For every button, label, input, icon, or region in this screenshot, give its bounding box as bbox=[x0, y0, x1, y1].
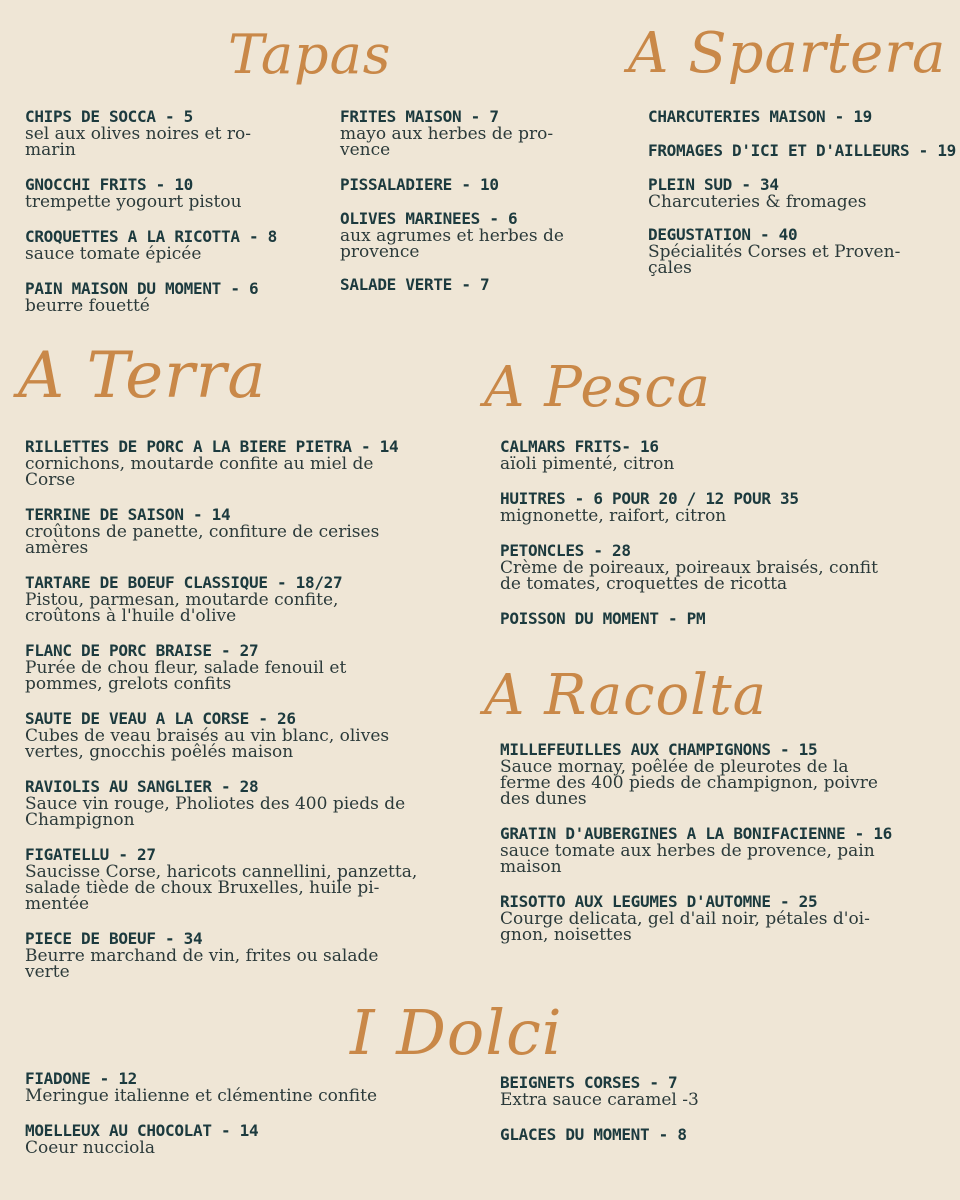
dolci-left-column bbox=[25, 1070, 475, 1156]
item-name: CHIPS DE SOCCA - 5 bbox=[25, 107, 193, 126]
item-description: sauce tomate épicée bbox=[25, 244, 202, 264]
menu-item bbox=[500, 542, 950, 592]
item-description: Coeur nucciola bbox=[25, 1138, 155, 1158]
item-name: SAUTE DE VEAU A LA CORSE - 26 bbox=[25, 709, 296, 728]
item-description: Meringue italienne et clémentine confite bbox=[25, 1086, 378, 1106]
item-description: Sauce vin rouge, Pholiotes des 400 pieds de Champignon bbox=[25, 794, 406, 830]
item-description: Sauce mornay, poêlée de pleurotes de la ferme des 400 pieds de champignon, poivre des dunes bbox=[500, 757, 878, 809]
menu-item bbox=[500, 741, 950, 807]
menu-item bbox=[500, 893, 950, 943]
item-description: Courge delicata, gel d'ail noir, pétales d'oi- gnon, noisettes bbox=[500, 909, 870, 945]
item-name: PETONCLES - 28 bbox=[500, 541, 631, 560]
item-name: FIGATELLU - 27 bbox=[25, 845, 156, 864]
item-description: sel aux olives noires et ro- marin bbox=[25, 124, 251, 160]
pesca-title: A Pesca bbox=[484, 355, 712, 420]
item-name: FROMAGES D'ICI ET D'AILLEURS - 19 bbox=[648, 141, 956, 160]
menu-item bbox=[340, 108, 610, 158]
item-description: Saucisse Corse, haricots cannellini, panzetta, salade tiède de choux Bruxelles, huile pi- mentée bbox=[25, 862, 418, 914]
item-name: PAIN MAISON DU MOMENT - 6 bbox=[25, 279, 259, 298]
item-description: Crème de poireaux, poireaux braisés, confit de tomates, croquettes de ricotta bbox=[500, 558, 878, 594]
menu-item bbox=[25, 228, 325, 262]
item-description: Charcuteries & fromages bbox=[648, 192, 867, 212]
menu-item bbox=[648, 226, 948, 276]
item-name: TARTARE DE BOEUF CLASSIQUE - 18/27 bbox=[25, 573, 343, 592]
item-name: DEGUSTATION - 40 bbox=[648, 225, 798, 244]
item-name: TERRINE DE SAISON - 14 bbox=[25, 505, 231, 524]
item-name: RISOTTO AUX LEGUMES D'AUTOMNE - 25 bbox=[500, 892, 818, 911]
spartera-title: A Spartera bbox=[628, 21, 947, 86]
menu-item bbox=[500, 825, 950, 875]
item-description: mayo aux herbes de pro- vence bbox=[340, 124, 554, 160]
menu-item bbox=[25, 438, 475, 488]
item-name: FLANC DE PORC BRAISE - 27 bbox=[25, 641, 259, 660]
spartera-column bbox=[648, 107, 956, 278]
menu-item bbox=[25, 846, 475, 912]
item-name: GNOCCHI FRITS - 10 bbox=[25, 175, 193, 194]
item-name: PISSALADIERE - 10 bbox=[340, 175, 499, 194]
item-name: GRATIN D'AUBERGINES A LA BONIFACIENNE - 16 bbox=[500, 824, 892, 843]
menu-item bbox=[25, 1070, 475, 1104]
menu-item bbox=[25, 778, 475, 828]
item-name: PLEIN SUD - 34 bbox=[648, 175, 779, 194]
menu-item bbox=[500, 1074, 950, 1108]
item-name: POISSON DU MOMENT - PM bbox=[500, 609, 706, 628]
item-name: FIADONE - 12 bbox=[25, 1069, 137, 1088]
dolci-title: I Dolci bbox=[350, 996, 563, 1069]
item-name: RAVIOLIS AU SANGLIER - 28 bbox=[25, 777, 259, 796]
item-description: Cubes de veau braisés au vin blanc, olives vertes, gnocchis poêlés maison bbox=[25, 726, 390, 762]
menu-item bbox=[25, 280, 325, 314]
menu-item bbox=[500, 610, 950, 628]
menu-item bbox=[648, 141, 956, 160]
item-description: Pistou, parmesan, moutarde confite, croûtons à l'huile d'olive bbox=[25, 590, 339, 626]
item-description: cornichons, moutarde confite au miel de Corse bbox=[25, 454, 374, 490]
item-name: RILLETTES DE PORC A LA BIERE PIETRA - 14 bbox=[25, 437, 399, 456]
item-description: aïoli pimenté, citron bbox=[500, 454, 675, 474]
item-description: aux agrumes et herbes de provence bbox=[340, 226, 564, 262]
item-name: PIECE DE BOEUF - 34 bbox=[25, 929, 203, 948]
tapas-left-column bbox=[25, 108, 325, 314]
item-description: mignonette, raifort, citron bbox=[500, 506, 727, 526]
item-description: croûtons de panette, confiture de cerises amères bbox=[25, 522, 380, 558]
menu-item bbox=[25, 642, 475, 692]
item-name: MILLEFEUILLES AUX CHAMPIGNONS - 15 bbox=[500, 740, 818, 759]
tapas-right-column bbox=[340, 108, 610, 294]
menu-item bbox=[25, 1122, 475, 1156]
menu-item bbox=[340, 210, 610, 260]
racolta-column bbox=[500, 741, 950, 943]
menu-item bbox=[500, 490, 950, 524]
item-name: SALADE VERTE - 7 bbox=[340, 275, 490, 294]
menu-item bbox=[648, 176, 948, 210]
item-name: MOELLEUX AU CHOCOLAT - 14 bbox=[25, 1121, 259, 1140]
menu-item bbox=[25, 108, 325, 158]
menu-item bbox=[340, 176, 610, 194]
item-name: BEIGNETS CORSES - 7 bbox=[500, 1073, 678, 1092]
item-name: CALMARS FRITS- 16 bbox=[500, 437, 659, 456]
menu-item bbox=[25, 574, 475, 624]
menu-item bbox=[500, 1126, 950, 1144]
item-description: trempette yogourt pistou bbox=[25, 192, 242, 212]
dolci-right-column bbox=[500, 1074, 950, 1144]
pesca-column bbox=[500, 438, 950, 628]
menu-item bbox=[500, 438, 950, 472]
terra-column bbox=[25, 438, 475, 980]
item-name: CHARCUTERIES MAISON - 19 bbox=[648, 107, 872, 126]
item-description: Beurre marchand de vin, frites ou salade verte bbox=[25, 946, 379, 982]
menu-item bbox=[648, 108, 948, 126]
item-description: beurre fouetté bbox=[25, 296, 150, 316]
menu-item bbox=[25, 176, 325, 210]
item-name: FRITES MAISON - 7 bbox=[340, 107, 499, 126]
item-description: Purée de chou fleur, salade fenouil et pommes, grelots confits bbox=[25, 658, 347, 694]
item-name: CROQUETTES A LA RICOTTA - 8 bbox=[25, 227, 277, 246]
item-name: OLIVES MARINEES - 6 bbox=[340, 209, 518, 228]
item-description: Spécialités Corses et Proven- çales bbox=[648, 242, 901, 278]
menu-item bbox=[340, 276, 610, 294]
racolta-title: A Racolta bbox=[484, 663, 767, 728]
terra-title: A Terra bbox=[18, 339, 267, 413]
item-description: sauce tomate aux herbes de provence, pain maison bbox=[500, 841, 875, 877]
menu-item bbox=[25, 930, 475, 980]
item-name: HUITRES - 6 POUR 20 / 12 POUR 35 bbox=[500, 489, 799, 508]
item-name: GLACES DU MOMENT - 8 bbox=[500, 1125, 687, 1144]
tapas-title: Tapas bbox=[228, 23, 392, 86]
menu-item bbox=[25, 710, 475, 760]
item-description: Extra sauce caramel -3 bbox=[500, 1090, 699, 1110]
menu-item bbox=[25, 506, 475, 556]
